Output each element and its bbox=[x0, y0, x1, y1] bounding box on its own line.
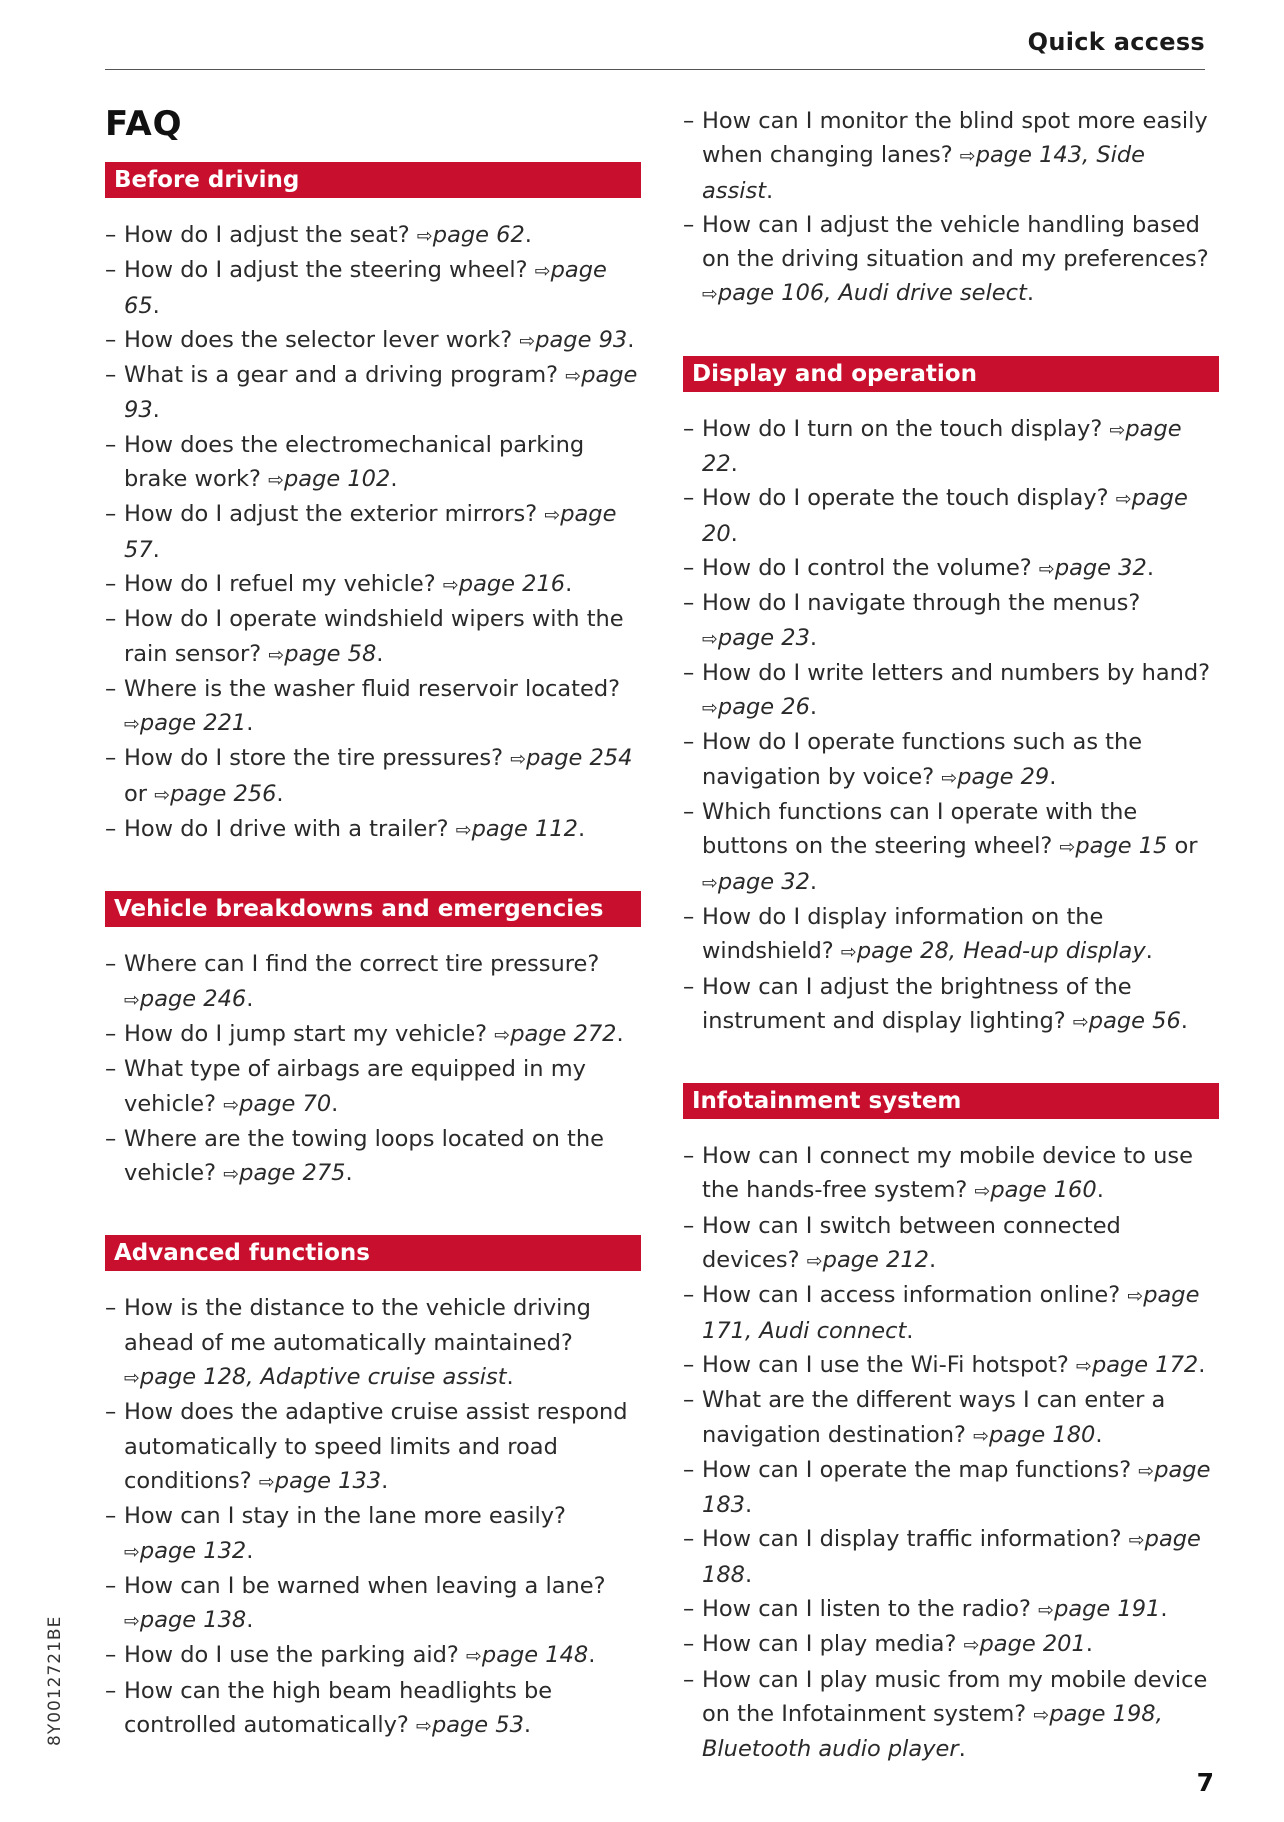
arrow-icon: ⇨ bbox=[258, 1470, 275, 1493]
dash-bullet: – bbox=[105, 222, 117, 248]
item-period: . bbox=[381, 1467, 389, 1494]
page-reference-link[interactable]: page 112 bbox=[471, 816, 578, 843]
dash-bullet: – bbox=[683, 485, 695, 512]
dash-bullet: – bbox=[105, 1642, 117, 1669]
faq-item bbox=[105, 1395, 641, 1499]
dash-bullet: – bbox=[105, 1399, 117, 1426]
dash-bullet: – bbox=[683, 799, 695, 826]
arrow-icon: ⇨ bbox=[1076, 1354, 1092, 1377]
dash-bullet: – bbox=[683, 729, 695, 756]
question-text: How can I connect my mobile device to use the hands-free system? bbox=[702, 1143, 1193, 1204]
faq-item bbox=[105, 567, 641, 602]
page-reference-link[interactable]: page 15 bbox=[1075, 833, 1168, 860]
page-reference-link[interactable]: page 172 bbox=[1091, 1351, 1199, 1378]
dash-bullet: – bbox=[683, 108, 695, 134]
dash-bullet: – bbox=[683, 415, 695, 442]
arrow-icon: ⇨ bbox=[268, 469, 285, 492]
dash-bullet: – bbox=[683, 590, 695, 617]
arrow-icon: ⇨ bbox=[124, 1610, 140, 1633]
item-period: . bbox=[345, 1160, 353, 1187]
item-period: . bbox=[928, 1247, 937, 1274]
faq-item bbox=[105, 1122, 641, 1192]
faq-item bbox=[105, 602, 641, 672]
section-header: Display and operation bbox=[683, 356, 1219, 392]
arrow-icon: ⇨ bbox=[1109, 418, 1126, 441]
page-title: FAQ bbox=[105, 104, 183, 144]
dash-bullet: – bbox=[683, 1595, 695, 1622]
faq-item bbox=[683, 412, 1219, 482]
faq-item bbox=[683, 104, 1219, 208]
question-text: Where can I find the correct tire pressure? bbox=[124, 951, 600, 978]
faq-item bbox=[683, 1522, 1219, 1592]
dash-bullet: – bbox=[105, 1503, 117, 1530]
item-period: . bbox=[246, 1607, 254, 1634]
question-text: Where are the towing loops located on the vehicle? bbox=[124, 1125, 604, 1187]
faq-section bbox=[105, 1235, 641, 1743]
question-text: What is a gear and a driving program? bbox=[124, 362, 559, 389]
page-reference-link[interactable]: page 26 bbox=[717, 694, 810, 721]
dash-bullet: – bbox=[683, 1387, 695, 1414]
page-reference-link[interactable]: page 188 bbox=[702, 1526, 1201, 1588]
dash-bullet: – bbox=[683, 973, 695, 1000]
page-reference-link[interactable]: page 191 bbox=[1054, 1595, 1161, 1622]
item-period: . bbox=[331, 1090, 339, 1117]
dash-bullet: – bbox=[683, 1143, 695, 1170]
faq-list bbox=[105, 218, 641, 847]
arrow-icon: ⇨ bbox=[565, 365, 582, 388]
page-reference-link[interactable]: page 256 bbox=[170, 780, 277, 807]
question-text: What are the different ways I can enter a navigation destination? bbox=[702, 1387, 1166, 1448]
question-text: How do I display information on the windshield? bbox=[702, 903, 1104, 965]
question-text: How can I play media? bbox=[702, 1631, 957, 1658]
page-reference-link[interactable]: page 28, Head-up display bbox=[856, 938, 1146, 965]
question-text: How do I jump start my vehicle? bbox=[124, 1020, 488, 1047]
question-text: How can I play music from my mobile device on the Infotainment system? bbox=[702, 1666, 1208, 1727]
faq-item bbox=[105, 947, 641, 1017]
dash-bullet: – bbox=[105, 1020, 117, 1047]
faq-section bbox=[683, 104, 1219, 312]
dash-bullet: – bbox=[105, 675, 117, 702]
question-text: How can the high beam headlights be controlled automatically? bbox=[124, 1677, 553, 1738]
page-reference-link[interactable]: page 246 bbox=[139, 985, 247, 1012]
arrow-icon: ⇨ bbox=[223, 1093, 240, 1116]
dash-bullet: – bbox=[683, 1456, 695, 1483]
item-period: . bbox=[1146, 554, 1154, 581]
faq-item bbox=[683, 586, 1219, 656]
item-period: . bbox=[906, 1317, 914, 1344]
dash-bullet: – bbox=[683, 903, 695, 930]
page-reference-link[interactable]: page 132 bbox=[139, 1537, 247, 1564]
faq-item bbox=[683, 900, 1219, 970]
page-reference-link[interactable]: page 254 bbox=[526, 745, 633, 772]
arrow-icon: ⇨ bbox=[544, 504, 561, 527]
dash-bullet: – bbox=[105, 362, 117, 389]
faq-item bbox=[105, 1052, 641, 1122]
question-text: How does the selector lever work? bbox=[124, 326, 513, 353]
item-period: . bbox=[1085, 1631, 1093, 1658]
arrow-icon: ⇨ bbox=[1127, 1285, 1144, 1308]
item-period: . bbox=[1198, 1351, 1206, 1378]
question-text: How can I stay in the lane more easily? bbox=[124, 1503, 566, 1530]
question-text: How do I control the volume? bbox=[702, 554, 1032, 581]
faq-list bbox=[105, 947, 641, 1191]
faq-item bbox=[105, 323, 641, 358]
question-text: How do I turn on the touch display? bbox=[702, 415, 1103, 442]
page-reference-link[interactable]: page 65 bbox=[124, 257, 607, 319]
arrow-icon: ⇨ bbox=[442, 573, 459, 596]
arrow-icon: ⇨ bbox=[455, 819, 472, 842]
section-header: Before driving bbox=[105, 162, 641, 198]
faq-item bbox=[683, 1348, 1219, 1383]
arrow-icon: ⇨ bbox=[534, 260, 551, 283]
arrow-icon: ⇨ bbox=[124, 1540, 140, 1563]
page-reference-link[interactable]: page 216 bbox=[458, 570, 566, 597]
item-period: . bbox=[616, 1020, 624, 1047]
question-text: How can I monitor the blind spot more easily when changing lanes? bbox=[702, 108, 1208, 169]
dash-bullet: – bbox=[683, 1212, 695, 1239]
faq-item bbox=[683, 970, 1219, 1040]
faq-item bbox=[683, 481, 1219, 551]
dash-bullet: – bbox=[105, 1056, 117, 1083]
item-period: . bbox=[152, 536, 160, 563]
faq-item bbox=[683, 1139, 1219, 1209]
faq-list bbox=[683, 412, 1219, 1039]
question-text: How can I switch between connected devices? bbox=[702, 1212, 1121, 1274]
arrow-icon: ⇨ bbox=[963, 1634, 980, 1657]
item-period: . bbox=[506, 1364, 514, 1391]
item-period: . bbox=[1026, 280, 1034, 307]
arrow-icon: ⇨ bbox=[124, 988, 140, 1011]
item-period: . bbox=[152, 397, 160, 424]
item-period: . bbox=[809, 624, 818, 651]
item-period: . bbox=[588, 1642, 596, 1669]
faq-item bbox=[683, 551, 1219, 586]
conjunction-text: or bbox=[1174, 833, 1198, 860]
faq-section bbox=[105, 162, 641, 847]
page-reference-link[interactable]: page 23 bbox=[717, 624, 810, 651]
question-text: How do I adjust the seat? bbox=[124, 222, 410, 248]
page-reference-link[interactable]: page 102 bbox=[284, 466, 391, 493]
item-period: . bbox=[524, 222, 532, 248]
page-reference-link[interactable]: page 221 bbox=[139, 710, 247, 737]
faq-item bbox=[105, 1674, 641, 1744]
arrow-icon: ⇨ bbox=[702, 871, 718, 894]
arrow-icon: ⇨ bbox=[959, 145, 976, 168]
question-text: How do I operate the touch display? bbox=[702, 485, 1109, 512]
question-text: How do I use the parking aid? bbox=[124, 1642, 459, 1669]
question-text: How can I be warned when leaving a lane? bbox=[124, 1572, 606, 1599]
page-reference-link[interactable]: page 128, Adaptive cruise assist bbox=[139, 1364, 507, 1391]
faq-item bbox=[683, 656, 1219, 726]
dash-bullet: – bbox=[105, 1572, 117, 1599]
page-reference-link[interactable]: page 180 bbox=[989, 1421, 1096, 1448]
item-period: . bbox=[766, 177, 774, 204]
section-header: Vehicle breakdowns and emergencies bbox=[105, 891, 641, 927]
faq-item bbox=[683, 1278, 1219, 1348]
item-period: . bbox=[809, 694, 818, 721]
dash-bullet: – bbox=[105, 1295, 117, 1322]
page-reference-link[interactable]: page 58 bbox=[284, 640, 377, 667]
question-text: How can I adjust the brightness of the instrument and display lighting? bbox=[702, 973, 1132, 1034]
item-period: . bbox=[565, 570, 573, 597]
arrow-icon: ⇨ bbox=[1038, 1598, 1055, 1621]
dash-bullet: – bbox=[683, 659, 695, 686]
item-period: . bbox=[246, 985, 254, 1012]
question-text: How do I navigate through the menus? bbox=[702, 590, 1141, 617]
faq-section bbox=[683, 1083, 1219, 1766]
item-period: . bbox=[744, 1561, 753, 1588]
page-reference-link[interactable]: page 20 bbox=[702, 485, 1188, 547]
conjunction-text: or bbox=[124, 780, 148, 807]
faq-item bbox=[683, 208, 1219, 312]
page-reference-link[interactable]: page 183 bbox=[702, 1456, 1211, 1519]
dash-bullet: – bbox=[683, 1526, 695, 1553]
left-sections bbox=[105, 162, 641, 1743]
dash-bullet: – bbox=[105, 326, 117, 353]
item-period: . bbox=[376, 640, 384, 667]
page-reference-link[interactable]: page 93 bbox=[124, 362, 638, 424]
item-period: . bbox=[730, 451, 738, 478]
page-reference-link[interactable]: page 70 bbox=[239, 1090, 332, 1117]
question-text: How do I operate windshield wipers with the rain sensor? bbox=[124, 606, 624, 667]
item-period: . bbox=[152, 292, 160, 319]
section-header: Advanced functions bbox=[105, 1235, 641, 1271]
page-reference-link[interactable]: page 272 bbox=[510, 1020, 617, 1047]
arrow-icon: ⇨ bbox=[1128, 1529, 1145, 1552]
question-text: How do I adjust the steering wheel? bbox=[124, 257, 528, 284]
faq-item bbox=[105, 218, 641, 253]
arrow-icon: ⇨ bbox=[941, 766, 958, 789]
item-period: . bbox=[809, 868, 818, 895]
arrow-icon: ⇨ bbox=[973, 1424, 990, 1447]
item-period: . bbox=[390, 466, 398, 493]
arrow-icon: ⇨ bbox=[466, 1645, 482, 1668]
faq-list bbox=[683, 104, 1219, 312]
faq-item bbox=[105, 1291, 641, 1395]
dash-bullet: – bbox=[105, 431, 117, 458]
arrow-icon: ⇨ bbox=[840, 941, 857, 964]
running-head: Quick access bbox=[1027, 28, 1205, 56]
page-reference-link[interactable]: page 53 bbox=[431, 1711, 524, 1738]
question-text: What type of airbags are equipped in my vehicle? bbox=[124, 1056, 586, 1117]
arrow-icon: ⇨ bbox=[519, 329, 536, 352]
left-column bbox=[105, 92, 641, 1787]
page-reference-link[interactable]: page 143, Side assist bbox=[702, 142, 1145, 204]
page-reference-link[interactable]: page 56 bbox=[1088, 1007, 1181, 1034]
page-reference-link[interactable]: page 93 bbox=[535, 326, 628, 353]
right-column bbox=[683, 104, 1219, 1810]
question-text: How do I drive with a trailer? bbox=[124, 816, 449, 843]
page-reference-link[interactable]: page 275 bbox=[239, 1160, 346, 1187]
faq-item bbox=[105, 1638, 641, 1673]
dash-bullet: – bbox=[105, 1677, 117, 1704]
item-period: . bbox=[958, 1736, 966, 1763]
question-text: How do I store the tire pressures? bbox=[124, 745, 504, 772]
page-reference-link[interactable]: page 29 bbox=[957, 763, 1050, 790]
dash-bullet: – bbox=[105, 745, 117, 772]
faq-item bbox=[105, 741, 641, 812]
arrow-icon: ⇨ bbox=[1033, 1703, 1050, 1726]
dash-bullet: – bbox=[105, 816, 117, 843]
question-text: Where is the washer fluid reservoir located? bbox=[124, 675, 621, 702]
arrow-icon: ⇨ bbox=[510, 748, 527, 771]
question-text: How can I access information online? bbox=[702, 1282, 1121, 1309]
item-period: . bbox=[1160, 1595, 1168, 1622]
item-period: . bbox=[246, 710, 254, 737]
question-text: How do I refuel my vehicle? bbox=[124, 570, 436, 597]
faq-item bbox=[683, 1383, 1219, 1453]
faq-section bbox=[105, 891, 641, 1191]
question-text: Which functions can I operate with the buttons on the steering wheel? bbox=[702, 799, 1138, 860]
faq-item bbox=[683, 725, 1219, 795]
page-number: 7 bbox=[1196, 1768, 1214, 1797]
arrow-icon: ⇨ bbox=[1115, 488, 1132, 511]
faq-item bbox=[683, 795, 1219, 900]
item-period: . bbox=[1049, 763, 1057, 790]
page-reference-link[interactable]: page 22 bbox=[702, 415, 1182, 478]
page-reference-link[interactable]: page 32 bbox=[717, 868, 810, 895]
arrow-icon: ⇨ bbox=[268, 643, 285, 666]
dash-bullet: – bbox=[105, 501, 117, 528]
page-reference-link[interactable]: page 106, Audi drive select bbox=[717, 280, 1027, 307]
question-text: How can I listen to the radio? bbox=[702, 1595, 1031, 1622]
question-text: How do I adjust the exterior mirrors? bbox=[124, 501, 538, 528]
faq-item bbox=[105, 672, 641, 742]
right-sections bbox=[683, 104, 1219, 1766]
document-code: 8Y0012721BE bbox=[45, 1615, 65, 1746]
faq-item bbox=[683, 1209, 1219, 1279]
item-period: . bbox=[744, 1492, 753, 1519]
page-reference-link[interactable]: page 171, Audi connect bbox=[702, 1282, 1200, 1344]
faq-item bbox=[105, 1499, 641, 1569]
faq-item bbox=[105, 428, 641, 498]
dash-bullet: – bbox=[683, 1666, 695, 1693]
arrow-icon: ⇨ bbox=[702, 627, 718, 650]
question-text: How can I operate the map functions? bbox=[702, 1456, 1132, 1483]
faq-item bbox=[105, 812, 641, 847]
faq-item bbox=[683, 1663, 1219, 1767]
dash-bullet: – bbox=[105, 257, 117, 284]
question-text: How does the electromechanical parking brake work? bbox=[124, 431, 585, 493]
page-reference-link[interactable]: page 133 bbox=[274, 1467, 382, 1494]
faq-item bbox=[105, 253, 641, 323]
faq-item bbox=[105, 358, 641, 428]
arrow-icon: ⇨ bbox=[1072, 1010, 1089, 1033]
header-rule bbox=[105, 69, 1205, 70]
arrow-icon: ⇨ bbox=[1138, 1459, 1155, 1482]
faq-item bbox=[683, 1453, 1219, 1523]
dash-bullet: – bbox=[105, 951, 117, 978]
faq-item bbox=[105, 1569, 641, 1639]
arrow-icon: ⇨ bbox=[223, 1163, 240, 1186]
faq-list bbox=[683, 1139, 1219, 1766]
faq-item bbox=[105, 1017, 641, 1052]
item-period: . bbox=[276, 780, 284, 807]
item-period: . bbox=[577, 816, 586, 843]
faq-section bbox=[683, 356, 1219, 1039]
arrow-icon: ⇨ bbox=[702, 697, 718, 720]
dash-bullet: – bbox=[105, 606, 117, 633]
section-header: Infotainment system bbox=[683, 1083, 1219, 1119]
item-period: . bbox=[730, 520, 738, 547]
item-period: . bbox=[1096, 1177, 1104, 1204]
arrow-icon: ⇨ bbox=[416, 1714, 432, 1737]
dash-bullet: – bbox=[105, 1125, 117, 1152]
arrow-icon: ⇨ bbox=[1038, 557, 1055, 580]
dash-bullet: – bbox=[683, 1282, 695, 1309]
arrow-icon: ⇨ bbox=[154, 783, 171, 806]
faq-item bbox=[105, 497, 641, 567]
dash-bullet: – bbox=[683, 211, 695, 238]
dash-bullet: – bbox=[105, 570, 117, 597]
arrow-icon: ⇨ bbox=[974, 1180, 991, 1203]
faq-item bbox=[683, 1592, 1219, 1627]
page-reference-link[interactable]: page 57 bbox=[124, 501, 617, 563]
page-reference-link[interactable]: page 201 bbox=[979, 1631, 1086, 1658]
faq-list bbox=[105, 1291, 641, 1743]
page-reference-link[interactable]: page 62 bbox=[432, 222, 525, 248]
arrow-icon: ⇨ bbox=[702, 283, 718, 306]
dash-bullet: – bbox=[683, 554, 695, 581]
arrow-icon: ⇨ bbox=[416, 225, 433, 247]
page-reference-link[interactable]: page 160 bbox=[990, 1177, 1097, 1204]
page-reference-link[interactable]: page 148 bbox=[481, 1642, 589, 1669]
item-period: . bbox=[1095, 1421, 1103, 1448]
arrow-icon: ⇨ bbox=[1059, 836, 1076, 859]
item-period: . bbox=[523, 1711, 532, 1738]
arrow-icon: ⇨ bbox=[806, 1250, 823, 1273]
question-text: How can I use the Wi-Fi hotspot? bbox=[702, 1351, 1069, 1378]
question-text: How do I operate functions such as the navigation by voice? bbox=[702, 729, 1143, 790]
dash-bullet: – bbox=[683, 1631, 695, 1658]
question-text: How does the adaptive cruise assist respond automatically to speed limits and road conditions? bbox=[124, 1399, 628, 1494]
page-reference-link[interactable]: page 138 bbox=[139, 1607, 247, 1634]
item-period: . bbox=[1145, 938, 1153, 965]
faq-item bbox=[683, 1627, 1219, 1662]
page-reference-link[interactable]: page 198, Bluetooth audio player bbox=[702, 1700, 1163, 1763]
item-period: . bbox=[1180, 1007, 1188, 1034]
arrow-icon: ⇨ bbox=[124, 713, 140, 736]
question-text: How do I write letters and numbers by hand? bbox=[702, 659, 1211, 686]
item-period: . bbox=[627, 326, 635, 353]
question-text: How is the distance to the vehicle driving ahead of me automatically maintained? bbox=[124, 1295, 591, 1356]
question-text: How can I adjust the vehicle handling based on the driving situation and my preferences? bbox=[702, 211, 1209, 273]
page-reference-link[interactable]: page 32 bbox=[1054, 554, 1147, 581]
dash-bullet: – bbox=[683, 1351, 695, 1378]
item-period: . bbox=[246, 1537, 254, 1564]
arrow-icon: ⇨ bbox=[124, 1367, 140, 1390]
question-text: How can I display traffic information? bbox=[702, 1526, 1122, 1553]
page-reference-link[interactable]: page 212 bbox=[822, 1247, 929, 1274]
arrow-icon: ⇨ bbox=[494, 1023, 511, 1046]
